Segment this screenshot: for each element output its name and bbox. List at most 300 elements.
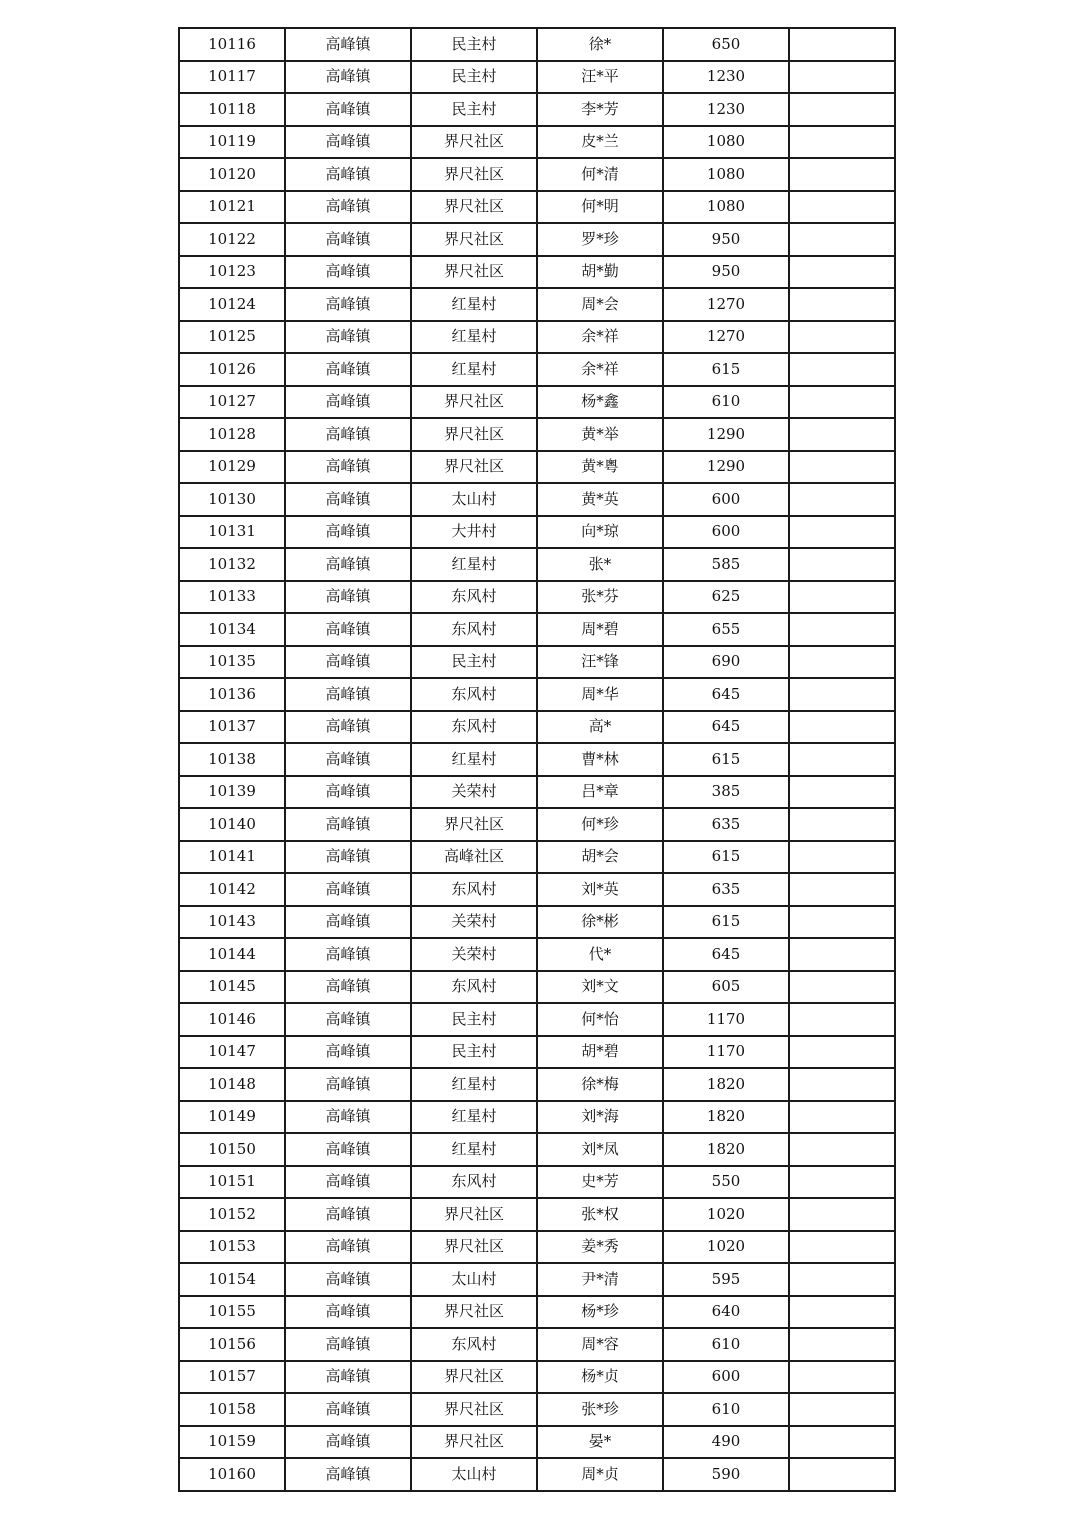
cell-note: [789, 386, 895, 419]
cell-amount: 1020: [663, 1231, 789, 1264]
table-row: [179, 353, 895, 386]
table-row: [179, 873, 895, 906]
cell-id: 10136: [179, 678, 285, 711]
cell-name: 周*会: [537, 288, 663, 321]
cell-amount: 650: [663, 28, 789, 61]
cell-note: [789, 711, 895, 744]
cell-id: 10152: [179, 1198, 285, 1231]
cell-id: 10135: [179, 646, 285, 679]
cell-town: 高峰镇: [285, 516, 411, 549]
cell-id: 10148: [179, 1068, 285, 1101]
table-row: [179, 1003, 895, 1036]
cell-town: 高峰镇: [285, 223, 411, 256]
cell-town: 高峰镇: [285, 1328, 411, 1361]
cell-village: 红星村: [411, 1133, 537, 1166]
cell-name: 尹*清: [537, 1263, 663, 1296]
cell-name: 吕*章: [537, 776, 663, 809]
cell-village: 界尺社区: [411, 191, 537, 224]
cell-note: [789, 841, 895, 874]
table-row: [179, 321, 895, 354]
cell-village: 界尺社区: [411, 223, 537, 256]
cell-note: [789, 1068, 895, 1101]
table-row: [179, 158, 895, 191]
cell-village: 东风村: [411, 1166, 537, 1199]
table-row: [179, 581, 895, 614]
cell-name: 张*权: [537, 1198, 663, 1231]
cell-amount: 610: [663, 386, 789, 419]
cell-town: 高峰镇: [285, 126, 411, 159]
cell-village: 民主村: [411, 646, 537, 679]
cell-village: 东风村: [411, 873, 537, 906]
cell-village: 界尺社区: [411, 256, 537, 289]
cell-town: 高峰镇: [285, 1198, 411, 1231]
cell-id: 10146: [179, 1003, 285, 1036]
cell-town: 高峰镇: [285, 418, 411, 451]
cell-name: 余*祥: [537, 353, 663, 386]
cell-town: 高峰镇: [285, 28, 411, 61]
cell-town: 高峰镇: [285, 61, 411, 94]
table-row: [179, 548, 895, 581]
cell-name: 徐*: [537, 28, 663, 61]
table-row: [179, 1101, 895, 1134]
cell-amount: 645: [663, 678, 789, 711]
cell-note: [789, 1133, 895, 1166]
cell-note: [789, 223, 895, 256]
cell-name: 胡*会: [537, 841, 663, 874]
cell-village: 红星村: [411, 548, 537, 581]
cell-note: [789, 516, 895, 549]
cell-id: 10125: [179, 321, 285, 354]
table-row: [179, 1328, 895, 1361]
cell-name: 向*琼: [537, 516, 663, 549]
cell-town: 高峰镇: [285, 386, 411, 419]
table-row: [179, 776, 895, 809]
table-row: [179, 1296, 895, 1329]
cell-note: [789, 1198, 895, 1231]
cell-town: 高峰镇: [285, 1426, 411, 1459]
cell-note: [789, 1361, 895, 1394]
cell-id: 10120: [179, 158, 285, 191]
cell-town: 高峰镇: [285, 1458, 411, 1491]
cell-amount: 490: [663, 1426, 789, 1459]
cell-id: 10122: [179, 223, 285, 256]
cell-note: [789, 418, 895, 451]
table-row: [179, 613, 895, 646]
cell-id: 10117: [179, 61, 285, 94]
cell-village: 东风村: [411, 581, 537, 614]
cell-town: 高峰镇: [285, 711, 411, 744]
cell-town: 高峰镇: [285, 776, 411, 809]
cell-id: 10153: [179, 1231, 285, 1264]
cell-id: 10159: [179, 1426, 285, 1459]
cell-village: 界尺社区: [411, 158, 537, 191]
cell-name: 黄*英: [537, 483, 663, 516]
cell-name: 胡*勤: [537, 256, 663, 289]
cell-village: 民主村: [411, 61, 537, 94]
cell-note: [789, 1166, 895, 1199]
cell-id: 10160: [179, 1458, 285, 1491]
cell-amount: 600: [663, 483, 789, 516]
cell-name: 杨*鑫: [537, 386, 663, 419]
cell-note: [789, 126, 895, 159]
cell-town: 高峰镇: [285, 548, 411, 581]
cell-note: [789, 451, 895, 484]
table-row: [179, 288, 895, 321]
cell-village: 东风村: [411, 613, 537, 646]
cell-town: 高峰镇: [285, 841, 411, 874]
cell-amount: 635: [663, 808, 789, 841]
cell-note: [789, 1426, 895, 1459]
cell-id: 10157: [179, 1361, 285, 1394]
cell-town: 高峰镇: [285, 646, 411, 679]
table-row: [179, 451, 895, 484]
cell-id: 10142: [179, 873, 285, 906]
table-row: [179, 1393, 895, 1426]
cell-amount: 950: [663, 256, 789, 289]
cell-id: 10137: [179, 711, 285, 744]
table-row: [179, 841, 895, 874]
cell-id: 10139: [179, 776, 285, 809]
cell-amount: 585: [663, 548, 789, 581]
cell-town: 高峰镇: [285, 353, 411, 386]
cell-name: 余*祥: [537, 321, 663, 354]
cell-note: [789, 353, 895, 386]
cell-id: 10156: [179, 1328, 285, 1361]
roster-table-body: [179, 28, 895, 1491]
cell-note: [789, 61, 895, 94]
cell-id: 10124: [179, 288, 285, 321]
cell-name: 汪*平: [537, 61, 663, 94]
cell-town: 高峰镇: [285, 678, 411, 711]
cell-name: 李*芳: [537, 93, 663, 126]
cell-note: [789, 191, 895, 224]
table-row: [179, 386, 895, 419]
cell-amount: 1020: [663, 1198, 789, 1231]
cell-village: 红星村: [411, 743, 537, 776]
cell-name: 周*容: [537, 1328, 663, 1361]
table-row: [179, 1458, 895, 1491]
cell-amount: 615: [663, 841, 789, 874]
cell-id: 10138: [179, 743, 285, 776]
cell-village: 大井村: [411, 516, 537, 549]
table-row: [179, 711, 895, 744]
cell-amount: 1170: [663, 1036, 789, 1069]
cell-village: 关荣村: [411, 906, 537, 939]
cell-name: 黄*举: [537, 418, 663, 451]
cell-amount: 1270: [663, 321, 789, 354]
cell-amount: 1820: [663, 1101, 789, 1134]
cell-town: 高峰镇: [285, 938, 411, 971]
cell-town: 高峰镇: [285, 158, 411, 191]
cell-note: [789, 1296, 895, 1329]
document-page: [178, 27, 894, 1492]
cell-id: 10158: [179, 1393, 285, 1426]
cell-village: 界尺社区: [411, 451, 537, 484]
cell-amount: 615: [663, 743, 789, 776]
cell-id: 10126: [179, 353, 285, 386]
cell-name: 高*: [537, 711, 663, 744]
cell-name: 徐*梅: [537, 1068, 663, 1101]
cell-name: 张*珍: [537, 1393, 663, 1426]
cell-village: 界尺社区: [411, 1198, 537, 1231]
cell-village: 高峰社区: [411, 841, 537, 874]
cell-town: 高峰镇: [285, 1166, 411, 1199]
cell-town: 高峰镇: [285, 1101, 411, 1134]
table-row: [179, 126, 895, 159]
cell-town: 高峰镇: [285, 288, 411, 321]
cell-village: 界尺社区: [411, 1296, 537, 1329]
table-row: [179, 1263, 895, 1296]
cell-id: 10123: [179, 256, 285, 289]
cell-note: [789, 1393, 895, 1426]
cell-note: [789, 1263, 895, 1296]
cell-id: 10116: [179, 28, 285, 61]
cell-id: 10134: [179, 613, 285, 646]
cell-name: 周*碧: [537, 613, 663, 646]
cell-amount: 655: [663, 613, 789, 646]
table-row: [179, 1166, 895, 1199]
cell-note: [789, 288, 895, 321]
cell-name: 罗*珍: [537, 223, 663, 256]
cell-amount: 1230: [663, 93, 789, 126]
cell-note: [789, 906, 895, 939]
cell-name: 何*怡: [537, 1003, 663, 1036]
cell-village: 东风村: [411, 678, 537, 711]
cell-village: 太山村: [411, 1458, 537, 1491]
cell-amount: 950: [663, 223, 789, 256]
table-row: [179, 906, 895, 939]
cell-amount: 645: [663, 711, 789, 744]
table-row: [179, 1426, 895, 1459]
table-row: [179, 938, 895, 971]
cell-note: [789, 28, 895, 61]
cell-amount: 625: [663, 581, 789, 614]
cell-town: 高峰镇: [285, 1263, 411, 1296]
cell-amount: 1080: [663, 191, 789, 224]
cell-id: 10119: [179, 126, 285, 159]
table-row: [179, 28, 895, 61]
cell-name: 胡*碧: [537, 1036, 663, 1069]
cell-village: 红星村: [411, 1101, 537, 1134]
cell-amount: 1170: [663, 1003, 789, 1036]
cell-name: 杨*珍: [537, 1296, 663, 1329]
cell-village: 东风村: [411, 1328, 537, 1361]
cell-note: [789, 646, 895, 679]
cell-id: 10150: [179, 1133, 285, 1166]
cell-town: 高峰镇: [285, 1361, 411, 1394]
cell-town: 高峰镇: [285, 581, 411, 614]
table-row: [179, 1036, 895, 1069]
cell-amount: 600: [663, 1361, 789, 1394]
cell-town: 高峰镇: [285, 906, 411, 939]
table-row: [179, 418, 895, 451]
cell-town: 高峰镇: [285, 1003, 411, 1036]
cell-name: 何*珍: [537, 808, 663, 841]
cell-name: 何*明: [537, 191, 663, 224]
cell-id: 10128: [179, 418, 285, 451]
cell-amount: 550: [663, 1166, 789, 1199]
cell-name: 周*华: [537, 678, 663, 711]
table-row: [179, 971, 895, 1004]
cell-amount: 1080: [663, 126, 789, 159]
cell-id: 10154: [179, 1263, 285, 1296]
cell-amount: 645: [663, 938, 789, 971]
table-row: [179, 1133, 895, 1166]
cell-name: 周*贞: [537, 1458, 663, 1491]
cell-name: 姜*秀: [537, 1231, 663, 1264]
cell-amount: 595: [663, 1263, 789, 1296]
table-row: [179, 808, 895, 841]
cell-name: 张*: [537, 548, 663, 581]
cell-town: 高峰镇: [285, 191, 411, 224]
cell-village: 界尺社区: [411, 418, 537, 451]
cell-village: 民主村: [411, 28, 537, 61]
cell-id: 10149: [179, 1101, 285, 1134]
table-row: [179, 1068, 895, 1101]
cell-id: 10127: [179, 386, 285, 419]
cell-note: [789, 873, 895, 906]
table-row: [179, 483, 895, 516]
cell-name: 刘*英: [537, 873, 663, 906]
cell-amount: 590: [663, 1458, 789, 1491]
cell-id: 10129: [179, 451, 285, 484]
cell-amount: 1290: [663, 451, 789, 484]
table-row: [179, 1361, 895, 1394]
cell-village: 界尺社区: [411, 1426, 537, 1459]
cell-amount: 1230: [663, 61, 789, 94]
cell-village: 民主村: [411, 93, 537, 126]
cell-town: 高峰镇: [285, 808, 411, 841]
cell-id: 10133: [179, 581, 285, 614]
cell-village: 界尺社区: [411, 126, 537, 159]
cell-name: 曹*林: [537, 743, 663, 776]
table-row: [179, 743, 895, 776]
cell-name: 徐*彬: [537, 906, 663, 939]
cell-town: 高峰镇: [285, 1133, 411, 1166]
cell-id: 10132: [179, 548, 285, 581]
cell-village: 红星村: [411, 1068, 537, 1101]
table-row: [179, 61, 895, 94]
cell-town: 高峰镇: [285, 1296, 411, 1329]
cell-amount: 1270: [663, 288, 789, 321]
cell-note: [789, 256, 895, 289]
cell-name: 何*清: [537, 158, 663, 191]
cell-name: 黄*粤: [537, 451, 663, 484]
cell-note: [789, 93, 895, 126]
cell-note: [789, 1458, 895, 1491]
cell-town: 高峰镇: [285, 1068, 411, 1101]
cell-town: 高峰镇: [285, 971, 411, 1004]
cell-name: 史*芳: [537, 1166, 663, 1199]
cell-village: 关荣村: [411, 938, 537, 971]
cell-amount: 610: [663, 1393, 789, 1426]
cell-town: 高峰镇: [285, 873, 411, 906]
cell-village: 界尺社区: [411, 386, 537, 419]
cell-id: 10144: [179, 938, 285, 971]
cell-id: 10145: [179, 971, 285, 1004]
cell-town: 高峰镇: [285, 743, 411, 776]
cell-note: [789, 548, 895, 581]
cell-town: 高峰镇: [285, 1231, 411, 1264]
cell-name: 刘*凤: [537, 1133, 663, 1166]
table-row: [179, 1198, 895, 1231]
cell-town: 高峰镇: [285, 1393, 411, 1426]
cell-amount: 635: [663, 873, 789, 906]
cell-amount: 605: [663, 971, 789, 1004]
cell-village: 红星村: [411, 321, 537, 354]
cell-town: 高峰镇: [285, 256, 411, 289]
cell-name: 张*芬: [537, 581, 663, 614]
cell-village: 红星村: [411, 288, 537, 321]
cell-note: [789, 581, 895, 614]
cell-amount: 615: [663, 353, 789, 386]
cell-amount: 1820: [663, 1133, 789, 1166]
cell-town: 高峰镇: [285, 93, 411, 126]
cell-village: 东风村: [411, 711, 537, 744]
cell-name: 刘*文: [537, 971, 663, 1004]
cell-id: 10155: [179, 1296, 285, 1329]
cell-amount: 1820: [663, 1068, 789, 1101]
cell-note: [789, 613, 895, 646]
cell-village: 太山村: [411, 483, 537, 516]
cell-village: 界尺社区: [411, 1231, 537, 1264]
cell-village: 东风村: [411, 971, 537, 1004]
cell-amount: 610: [663, 1328, 789, 1361]
cell-village: 界尺社区: [411, 1361, 537, 1394]
cell-note: [789, 1328, 895, 1361]
cell-name: 杨*贞: [537, 1361, 663, 1394]
cell-name: 汪*锋: [537, 646, 663, 679]
cell-note: [789, 776, 895, 809]
cell-note: [789, 678, 895, 711]
cell-village: 民主村: [411, 1003, 537, 1036]
table-row: [179, 678, 895, 711]
table-row: [179, 1231, 895, 1264]
cell-name: 刘*海: [537, 1101, 663, 1134]
cell-village: 民主村: [411, 1036, 537, 1069]
cell-note: [789, 321, 895, 354]
table-row: [179, 516, 895, 549]
cell-note: [789, 938, 895, 971]
table-row: [179, 646, 895, 679]
cell-amount: 640: [663, 1296, 789, 1329]
cell-id: 10147: [179, 1036, 285, 1069]
table-row: [179, 256, 895, 289]
cell-village: 关荣村: [411, 776, 537, 809]
cell-id: 10130: [179, 483, 285, 516]
cell-note: [789, 743, 895, 776]
cell-village: 界尺社区: [411, 1393, 537, 1426]
cell-town: 高峰镇: [285, 451, 411, 484]
cell-amount: 1080: [663, 158, 789, 191]
cell-name: 皮*兰: [537, 126, 663, 159]
cell-note: [789, 1036, 895, 1069]
cell-note: [789, 1003, 895, 1036]
cell-town: 高峰镇: [285, 483, 411, 516]
cell-note: [789, 808, 895, 841]
table-row: [179, 191, 895, 224]
cell-id: 10131: [179, 516, 285, 549]
cell-amount: 690: [663, 646, 789, 679]
cell-id: 10121: [179, 191, 285, 224]
cell-town: 高峰镇: [285, 1036, 411, 1069]
cell-id: 10140: [179, 808, 285, 841]
cell-amount: 615: [663, 906, 789, 939]
cell-name: 晏*: [537, 1426, 663, 1459]
cell-amount: 1290: [663, 418, 789, 451]
roster-table: [178, 27, 896, 1492]
table-row: [179, 223, 895, 256]
